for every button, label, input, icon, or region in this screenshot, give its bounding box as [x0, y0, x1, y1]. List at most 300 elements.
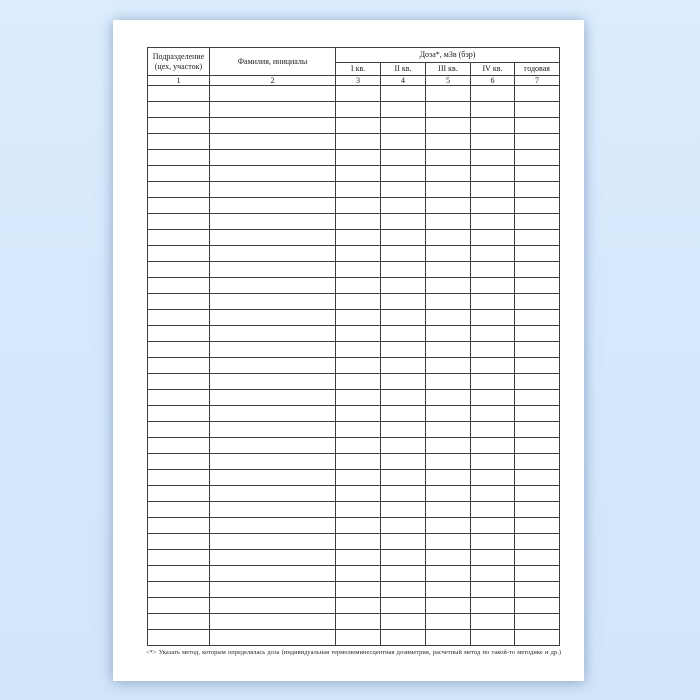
table-cell	[471, 342, 515, 358]
table-cell	[336, 374, 381, 390]
table-cell	[210, 246, 336, 262]
table-row	[148, 102, 560, 118]
table-cell	[471, 630, 515, 646]
table-cell	[381, 278, 426, 294]
table-cell	[426, 246, 471, 262]
table-cell	[515, 422, 560, 438]
column-number-4: 4	[381, 76, 426, 86]
header-row-numbering	[148, 76, 560, 86]
table-row	[148, 518, 560, 534]
table-cell	[426, 486, 471, 502]
table-cell	[336, 438, 381, 454]
table-cell	[148, 534, 210, 550]
table-cell	[381, 390, 426, 406]
table-cell	[148, 630, 210, 646]
table-cell	[426, 230, 471, 246]
table-cell	[426, 454, 471, 470]
table-cell	[515, 198, 560, 214]
column-number-6: 6	[471, 76, 515, 86]
table-cell	[148, 550, 210, 566]
table-cell	[381, 550, 426, 566]
table-cell	[471, 86, 515, 102]
table-cell	[471, 422, 515, 438]
table-cell	[471, 214, 515, 230]
table-row	[148, 438, 560, 454]
table-row	[148, 630, 560, 646]
table-cell	[148, 454, 210, 470]
table-row	[148, 614, 560, 630]
dose-record-table	[147, 47, 560, 646]
table-cell	[336, 630, 381, 646]
table-cell	[381, 422, 426, 438]
table-cell	[210, 102, 336, 118]
table-row	[148, 230, 560, 246]
header-dose-group: Доза*, мЗв (бэр)	[336, 48, 560, 63]
table-row	[148, 214, 560, 230]
table-cell	[336, 550, 381, 566]
table-cell	[148, 246, 210, 262]
table-cell	[210, 406, 336, 422]
table-cell	[515, 470, 560, 486]
table-cell	[515, 134, 560, 150]
table-cell	[515, 310, 560, 326]
table-cell	[210, 438, 336, 454]
table-cell	[426, 86, 471, 102]
header-row-groups	[148, 48, 560, 63]
table-cell	[471, 326, 515, 342]
table-cell	[515, 150, 560, 166]
table-cell	[515, 246, 560, 262]
table-cell	[426, 262, 471, 278]
table-cell	[210, 422, 336, 438]
table-cell	[426, 326, 471, 342]
table-cell	[381, 630, 426, 646]
table-cell	[426, 598, 471, 614]
table-cell	[210, 134, 336, 150]
table-cell	[471, 582, 515, 598]
table-cell	[381, 582, 426, 598]
table-cell	[336, 150, 381, 166]
table-cell	[381, 566, 426, 582]
table-cell	[471, 310, 515, 326]
table-cell	[515, 518, 560, 534]
table-cell	[426, 310, 471, 326]
table-cell	[336, 470, 381, 486]
table-cell	[210, 214, 336, 230]
table-cell	[210, 470, 336, 486]
table-row	[148, 86, 560, 102]
table-cell	[210, 262, 336, 278]
table-cell	[471, 470, 515, 486]
table-cell	[381, 118, 426, 134]
table-cell	[210, 198, 336, 214]
header-division-line1: Подразделение	[152, 52, 205, 62]
table-row	[148, 118, 560, 134]
table-cell	[336, 198, 381, 214]
header-quarter-2: II кв.	[381, 63, 426, 76]
table-cell	[515, 166, 560, 182]
table-cell	[336, 406, 381, 422]
table-cell	[381, 486, 426, 502]
column-number-5: 5	[426, 76, 471, 86]
table-cell	[515, 438, 560, 454]
table-cell	[381, 182, 426, 198]
table-cell	[336, 118, 381, 134]
header-quarter-3: III кв.	[426, 63, 471, 76]
table-cell	[210, 374, 336, 390]
table-cell	[148, 86, 210, 102]
table-cell	[515, 118, 560, 134]
table-cell	[381, 614, 426, 630]
table-cell	[426, 566, 471, 582]
table-cell	[471, 502, 515, 518]
table-row	[148, 534, 560, 550]
table-row	[148, 342, 560, 358]
table-cell	[471, 534, 515, 550]
table-row	[148, 486, 560, 502]
table-cell	[471, 566, 515, 582]
table-cell	[148, 486, 210, 502]
table-cell	[381, 470, 426, 486]
table-cell	[471, 166, 515, 182]
table-row	[148, 166, 560, 182]
table-cell	[515, 230, 560, 246]
table-cell	[210, 566, 336, 582]
table-row	[148, 550, 560, 566]
table-cell	[381, 406, 426, 422]
table-cell	[426, 134, 471, 150]
table-cell	[515, 182, 560, 198]
table-cell	[515, 374, 560, 390]
table-cell	[471, 614, 515, 630]
table-cell	[336, 358, 381, 374]
table-cell	[148, 518, 210, 534]
table-row	[148, 374, 560, 390]
column-number-2: 2	[210, 76, 336, 86]
document-page	[113, 20, 584, 681]
table-cell	[515, 406, 560, 422]
column-number-7: 7	[515, 76, 560, 86]
table-cell	[148, 374, 210, 390]
header-annual: годовая	[515, 63, 560, 76]
table-cell	[148, 358, 210, 374]
table-cell	[336, 566, 381, 582]
table-cell	[148, 294, 210, 310]
table-cell	[148, 502, 210, 518]
table-cell	[515, 534, 560, 550]
table-row	[148, 262, 560, 278]
table-cell	[210, 550, 336, 566]
table-cell	[471, 118, 515, 134]
table-cell	[210, 326, 336, 342]
table-body	[148, 86, 560, 646]
table-row	[148, 310, 560, 326]
table-cell	[210, 342, 336, 358]
table-cell	[381, 358, 426, 374]
table-cell	[336, 182, 381, 198]
table-cell	[336, 326, 381, 342]
table-cell	[515, 262, 560, 278]
table-cell	[210, 390, 336, 406]
table-cell	[426, 358, 471, 374]
table-cell	[471, 278, 515, 294]
table-cell	[381, 534, 426, 550]
header-quarter-1: I кв.	[336, 63, 381, 76]
table-cell	[210, 630, 336, 646]
table-cell	[426, 502, 471, 518]
table-cell	[426, 614, 471, 630]
table-cell	[471, 230, 515, 246]
table-cell	[471, 102, 515, 118]
table-cell	[426, 470, 471, 486]
table-row	[148, 294, 560, 310]
table-cell	[471, 390, 515, 406]
footnote: <*> Указать метод, которым определялась доза (индивидуальная термолюминесцентная дозиметрия, расчетный метод по такой-то методике и др.)	[146, 649, 562, 656]
table-cell	[148, 390, 210, 406]
table-row	[148, 246, 560, 262]
table-cell	[336, 518, 381, 534]
table-cell	[336, 342, 381, 358]
table-cell	[381, 310, 426, 326]
table-cell	[148, 262, 210, 278]
column-number-1: 1	[148, 76, 210, 86]
table-cell	[210, 166, 336, 182]
table-cell	[210, 582, 336, 598]
table-cell	[381, 166, 426, 182]
table-cell	[148, 422, 210, 438]
table-cell	[336, 502, 381, 518]
column-number-3: 3	[336, 76, 381, 86]
table-cell	[426, 278, 471, 294]
table-cell	[471, 150, 515, 166]
table-cell	[336, 230, 381, 246]
table-cell	[210, 294, 336, 310]
table-cell	[381, 454, 426, 470]
header-name: Фамилия, инициалы	[210, 48, 336, 76]
table-cell	[426, 182, 471, 198]
table-cell	[210, 534, 336, 550]
table-cell	[148, 150, 210, 166]
table-cell	[515, 630, 560, 646]
table-row	[148, 198, 560, 214]
table-cell	[515, 502, 560, 518]
table-cell	[515, 342, 560, 358]
table-cell	[148, 342, 210, 358]
table-cell	[471, 294, 515, 310]
table-cell	[515, 598, 560, 614]
table-cell	[210, 310, 336, 326]
table-cell	[426, 518, 471, 534]
table-cell	[471, 598, 515, 614]
table-cell	[381, 198, 426, 214]
table-row	[148, 582, 560, 598]
table-cell	[426, 118, 471, 134]
table-cell	[210, 598, 336, 614]
table-cell	[148, 182, 210, 198]
table-cell	[515, 550, 560, 566]
table-row	[148, 406, 560, 422]
table-cell	[148, 134, 210, 150]
table-cell	[336, 390, 381, 406]
table-cell	[426, 534, 471, 550]
table-cell	[148, 230, 210, 246]
table-row	[148, 470, 560, 486]
table-cell	[210, 182, 336, 198]
table-cell	[336, 246, 381, 262]
header-division-line2: (цех, участок)	[154, 61, 203, 71]
table-cell	[471, 358, 515, 374]
table-cell	[148, 166, 210, 182]
table-cell	[381, 262, 426, 278]
table-cell	[336, 86, 381, 102]
table-cell	[210, 150, 336, 166]
table-row	[148, 134, 560, 150]
header-division	[148, 48, 210, 76]
table-cell	[210, 486, 336, 502]
table-cell	[471, 486, 515, 502]
table-cell	[381, 342, 426, 358]
table-cell	[426, 390, 471, 406]
table-cell	[210, 614, 336, 630]
table-cell	[471, 246, 515, 262]
table-cell	[426, 198, 471, 214]
table-cell	[515, 214, 560, 230]
table-cell	[471, 518, 515, 534]
table-cell	[210, 358, 336, 374]
table-cell	[426, 342, 471, 358]
table-cell	[148, 566, 210, 582]
table-cell	[426, 150, 471, 166]
table-row	[148, 454, 560, 470]
table-row	[148, 182, 560, 198]
table-cell	[148, 198, 210, 214]
table-cell	[381, 518, 426, 534]
table-cell	[336, 134, 381, 150]
table-cell	[515, 326, 560, 342]
table-cell	[381, 438, 426, 454]
table-cell	[381, 246, 426, 262]
table-cell	[336, 582, 381, 598]
table-cell	[426, 294, 471, 310]
table-cell	[148, 118, 210, 134]
table-cell	[336, 534, 381, 550]
table-cell	[381, 230, 426, 246]
table-cell	[426, 102, 471, 118]
table-cell	[426, 214, 471, 230]
table-cell	[515, 102, 560, 118]
table-cell	[336, 262, 381, 278]
table-cell	[426, 406, 471, 422]
table-cell	[381, 294, 426, 310]
table-cell	[210, 518, 336, 534]
table-cell	[336, 614, 381, 630]
table-cell	[381, 326, 426, 342]
table-cell	[381, 374, 426, 390]
table-cell	[515, 486, 560, 502]
table-row	[148, 502, 560, 518]
table-cell	[515, 358, 560, 374]
table-cell	[336, 166, 381, 182]
table-cell	[515, 294, 560, 310]
table-cell	[426, 422, 471, 438]
table-cell	[426, 166, 471, 182]
table-cell	[148, 102, 210, 118]
table-cell	[336, 102, 381, 118]
table-cell	[515, 614, 560, 630]
table-cell	[336, 422, 381, 438]
table-cell	[148, 310, 210, 326]
table-cell	[515, 454, 560, 470]
table-cell	[471, 374, 515, 390]
table-cell	[515, 86, 560, 102]
header-quarter-4: IV кв.	[471, 63, 515, 76]
table-cell	[381, 134, 426, 150]
table-cell	[471, 262, 515, 278]
table-cell	[336, 486, 381, 502]
table-cell	[471, 134, 515, 150]
table-cell	[471, 438, 515, 454]
table-cell	[210, 230, 336, 246]
table-row	[148, 278, 560, 294]
table-cell	[148, 614, 210, 630]
table-row	[148, 326, 560, 342]
table-cell	[515, 582, 560, 598]
table-cell	[381, 502, 426, 518]
table-row	[148, 598, 560, 614]
table-row	[148, 422, 560, 438]
table-cell	[381, 214, 426, 230]
table-row	[148, 566, 560, 582]
table-cell	[381, 86, 426, 102]
table-cell	[515, 278, 560, 294]
table-cell	[336, 294, 381, 310]
table-cell	[148, 438, 210, 454]
table-cell	[381, 102, 426, 118]
table-row	[148, 358, 560, 374]
table-cell	[515, 390, 560, 406]
table-row	[148, 150, 560, 166]
table-cell	[515, 566, 560, 582]
table-cell	[148, 406, 210, 422]
table-cell	[426, 630, 471, 646]
table-cell	[426, 374, 471, 390]
table-cell	[148, 214, 210, 230]
table-cell	[471, 406, 515, 422]
table-cell	[336, 214, 381, 230]
table-cell	[381, 598, 426, 614]
table-cell	[471, 198, 515, 214]
table-cell	[426, 438, 471, 454]
table-cell	[471, 182, 515, 198]
table-row	[148, 390, 560, 406]
table-cell	[148, 598, 210, 614]
table-cell	[336, 598, 381, 614]
table-cell	[471, 550, 515, 566]
table-cell	[426, 582, 471, 598]
table-cell	[148, 470, 210, 486]
table-cell	[426, 550, 471, 566]
table-cell	[210, 454, 336, 470]
table-cell	[336, 278, 381, 294]
table-cell	[210, 86, 336, 102]
table-cell	[471, 454, 515, 470]
table-cell	[381, 150, 426, 166]
table-cell	[148, 582, 210, 598]
table-cell	[148, 326, 210, 342]
table-cell	[148, 278, 210, 294]
table-cell	[336, 310, 381, 326]
table-cell	[210, 502, 336, 518]
